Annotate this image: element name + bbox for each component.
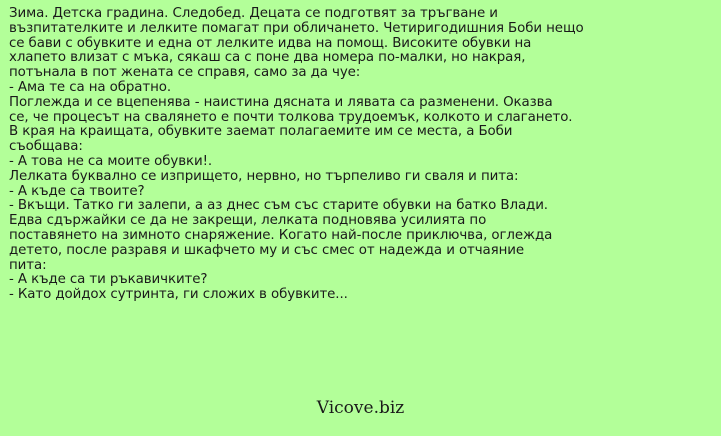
joke-line: пита:	[9, 257, 47, 273]
joke-line: - Вкъщи. Татко ги залепи, а аз днес съм със старите обувки на батко Влади.	[9, 198, 548, 214]
joke-line: поставянето на зимното снаряжение. Когато най-после приключва, оглежда	[9, 227, 553, 243]
joke-line: - А къде са ти ръкавичките?	[9, 272, 208, 288]
joke-line: детето, после разравя и шкафчето му и със смес от надежда и отчаяние	[9, 242, 525, 258]
joke-line: Едва сдържайки се да не закрещи, лелката подновява усилията по	[9, 213, 487, 229]
joke-line: се, че процесът на свалянето е почти толкова трудоемък, колкото и слагането.	[9, 109, 573, 125]
joke-line: - Ама те са на обратно.	[9, 79, 172, 95]
joke-line: - А къде са твоите?	[9, 183, 145, 199]
joke-line: - А това не са моите обувки!.	[9, 153, 213, 169]
joke-line: В края на краищата, обувките заемат полагаемите им се места, а Боби	[9, 124, 513, 140]
joke-line: Зима. Детска градина. Следобед. Децата се подготвят за тръгване и	[9, 6, 498, 21]
joke-line: възпитателките и лелките помагат при обличането. Четиригодишния Боби нещо	[9, 20, 584, 36]
joke-line: се бави с обувките и една от лелките идва на помощ. Високите обувки на	[9, 35, 532, 51]
joke-line: съобщава:	[9, 139, 83, 155]
site-name: Vicove.biz	[316, 398, 405, 418]
joke-line: потънала в пот жената се справя, само за да чуе:	[9, 65, 361, 81]
joke-line: Лелката буквално се изпрището, нервно, но търпеливо ги сваля и пита:	[9, 168, 519, 184]
joke-line: - Като дойдох сутринта, ги сложих в обувките...	[9, 287, 348, 303]
site-footer	[0, 398, 721, 418]
joke-text	[9, 7, 713, 303]
joke-line: Поглежда и се вцепенява - наистина дясната и лявата са разменени. Оказва	[9, 94, 553, 110]
joke-line: хлапето влизат с мъка, сякаш са с поне два номера по-малки, но накрая,	[9, 50, 526, 66]
